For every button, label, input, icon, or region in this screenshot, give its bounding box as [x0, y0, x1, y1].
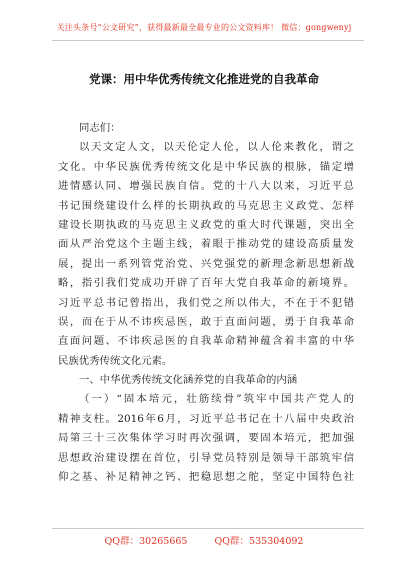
paragraph-line: 文化。中华民族优秀传统文化是中华民族的根脉，锚定增 — [58, 160, 354, 173]
footer-divider — [52, 528, 364, 529]
paragraph-line: 建设长期执政的马克思主义政党的重大时代课题，突出全 — [58, 218, 354, 231]
paragraph-line: 误，而在于从不讳疾忌医，敢于直面问题，勇于自我革命 — [58, 315, 354, 328]
paragraph-line: 以天文定人文，以天伦定人伦，以人伦来教化，谓之 — [79, 141, 354, 154]
paragraph-line: 习近平总书记曾指出，我们党之所以伟大，不在于不犯错 — [58, 296, 354, 309]
footer — [0, 533, 408, 547]
header-banner: 关注头条号“公文研究”，获得最新最全最专业的公文资料库！ 微信：gongwenyj — [56, 23, 352, 32]
paragraph-line: 局第三十三次集体学习时再次强调，要固本培元，把加强 — [58, 432, 354, 445]
paragraph-line: （一）“固本培元，壮筋续骨”筑牢中国共产党人的 — [79, 393, 354, 406]
paragraph-line: 展，提出一系列管党治党、兴党强党的新理念新思想新战 — [58, 257, 354, 270]
paragraph-line: 精神支柱。2016年6月，习近平总书记在十八届中央政治 — [58, 412, 354, 425]
document-title: 党课：用中华优秀传统文化推进党的自我革命 — [89, 72, 319, 86]
paragraph-line: 仰之基、补足精神之钙、把稳思想之舵，坚定中国特色社 — [58, 471, 354, 484]
paragraph-line: 直面问题、不讳疾忌医的自我革命精神蕴含着丰富的中华 — [58, 335, 354, 348]
document-body — [58, 119, 354, 487]
paragraph-line: 进情感认同、增强民族自信。党的十八大以来，习近平总 — [58, 180, 354, 193]
footer-qq-group-2: QQ群：535304092 — [214, 536, 304, 547]
paragraph-line: 面从严治党这个主题主线，着眼于推动党的建设高质量发 — [58, 238, 354, 251]
header-divider — [52, 40, 364, 41]
section-heading: 一、中华优秀传统文化涵养党的自我革命的内涵 — [79, 374, 298, 387]
paragraph-line: 书记围绕建设什么样的长期执政的马克思主义政党、怎样 — [58, 199, 354, 212]
paragraph-line: 民族优秀传统文化元素。 — [58, 354, 173, 367]
footer-qq-group-1: QQ群：30265665 — [104, 536, 188, 547]
salutation-line: 同志们： — [79, 122, 121, 134]
paragraph-line: 思想政治建设摆在首位，引导党员特别是领导干部筑牢信 — [58, 451, 354, 464]
paragraph-line: 略，指引我们党成功开辟了百年大党自我革命的新境界。 — [58, 277, 354, 290]
